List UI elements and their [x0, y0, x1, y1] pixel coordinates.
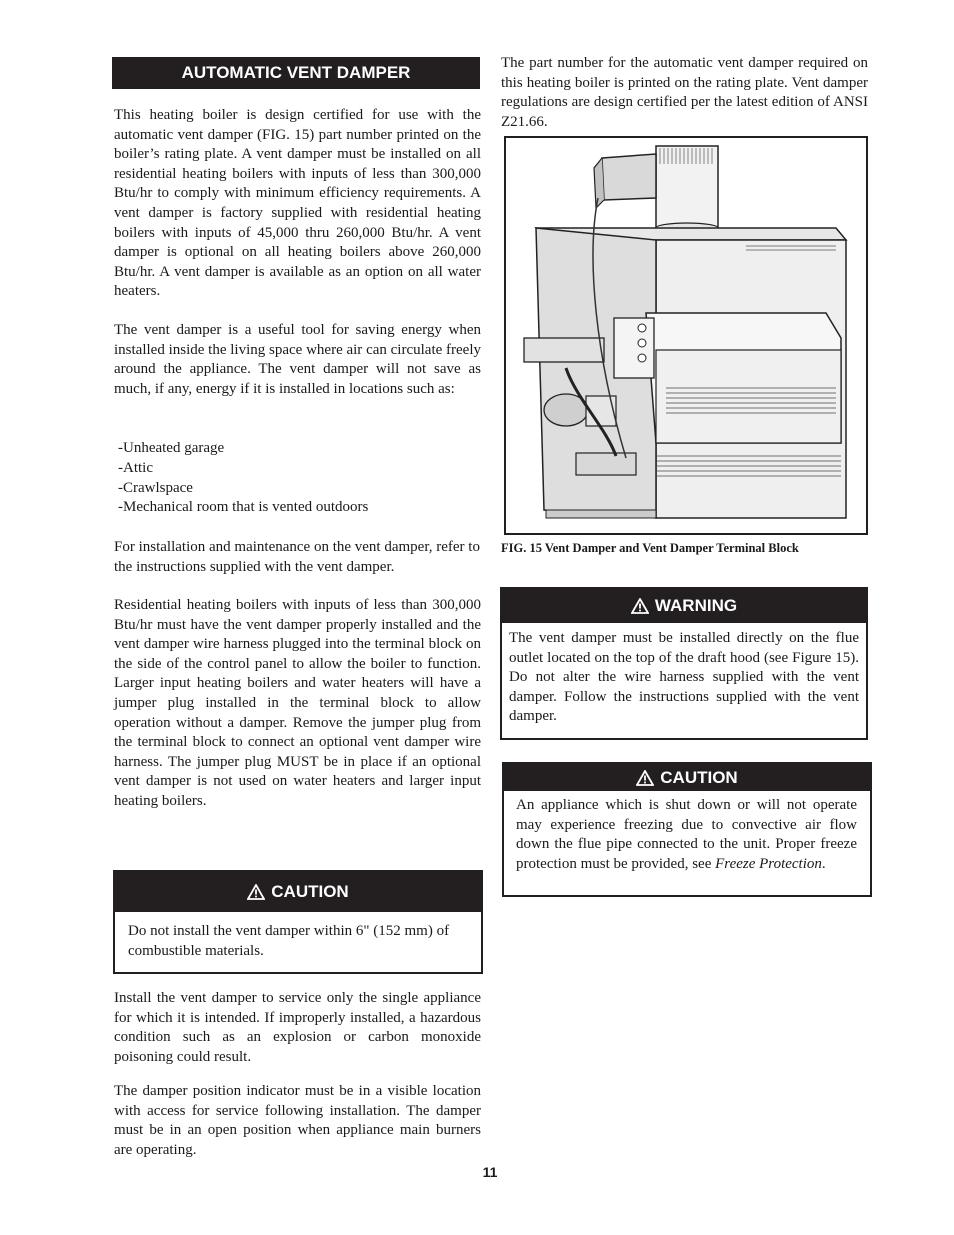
warning-box [500, 587, 868, 740]
part-number-paragraph: The part number for the automatic vent damper required on this heating boiler is printed on the rating plate. Vent damper regulations are design certified per the latest edition of ANSI Z21.66. [501, 55, 868, 130]
warning-text: The vent damper must be installed directly on the flue outlet located on the top of the draft hood (see Figure 15). Do not alter the wire harness supplied with the vent damper. Follow the instructions supplied with the vent damper. [509, 630, 859, 725]
caution-title: CAUTION [271, 882, 349, 901]
freeze-protection-reference: Freeze Protection [715, 855, 822, 872]
page-number: 11 [482, 1164, 498, 1180]
caution-text-end: . [821, 855, 826, 872]
boiler-with-vent-damper-icon [506, 138, 866, 533]
caution-title: CAUTION [660, 767, 738, 787]
section-title: AUTOMATIC VENT DAMPER [112, 57, 480, 89]
list-item: -Crawlspace [118, 479, 193, 496]
list-item: -Mechanical room that is vented outdoors [118, 499, 369, 516]
list-item: -Attic [118, 459, 153, 476]
list-item: -Unheated garage [118, 440, 225, 456]
warning-triangle-icon [247, 884, 265, 900]
residential-paragraph: Residential heating boilers with inputs of less than 300,000 Btu/hr must have the vent damper properly installed and the vent damper wire harness plugged into the terminal block on the side of the control panel to allow the boiler to function. Larger input heating boilers and water heaters will have a jumper plug installed in the terminal block to allow operation without a damper. Remove the jumper plug from the terminal block to connect an optional vent damper wire harness. The jumper plug MUST be in place if an optional vent damper is not used on water heaters and larger input heating boilers. [114, 597, 481, 809]
caution-header [115, 872, 481, 912]
energy-paragraph: The vent damper is a useful tool for saving energy when installed inside the living space where air can circulate freely around the appliance. The vent damper will not save as much, if any, energy if it is installed in locations such as: [114, 322, 481, 397]
position-indicator-paragraph: The damper position indicator must be in a visible location with access for service following installation. The damper must be in an open position when appliance main burners are operating. [114, 1083, 481, 1158]
maintenance-paragraph: For installation and maintenance on the vent damper, refer to the instructions supplied with the vent damper. [114, 539, 480, 575]
warning-triangle-icon [636, 770, 654, 786]
figure-caption: FIG. 15 Vent Damper and Vent Damper Terminal Block [501, 541, 799, 555]
caution-box-right [502, 762, 872, 897]
warning-triangle-icon [631, 598, 649, 614]
caution-text: Do not install the vent damper within 6" (152 mm) of combustible materials. [128, 923, 450, 959]
warning-header [502, 589, 866, 623]
location-list [118, 439, 478, 518]
caution-text [504, 791, 870, 874]
caution-box-left [113, 870, 483, 974]
warning-title: WARNING [654, 596, 738, 615]
caution-header [504, 764, 870, 791]
caution-text-main: An appliance which is shut down or will not operate may experience freezing due to convective air flow down the flue pipe connected to the unit. Proper freeze protection must be provided, see [516, 797, 857, 872]
intro-paragraph: This heating boiler is design certified for use with the automatic vent damper (FIG. 15) part number printed on the boiler’s rating plate. A vent damper must be installed on all residential heating boilers with inputs of less than 300,000 Btu/hr to comply with minimum efficiency requirements. A vent damper is factory supplied with residential heating boilers with inputs of 45,000 thru 260,000 Btu/hr. A vent damper is optional on all heating boilers above 260,000 Btu/hr. A vent damper is available as an option on all water heaters. [114, 107, 481, 300]
single-appliance-paragraph: Install the vent damper to service only the single appliance for which it is intended. If improperly installed, a hazardous condition such as an explosion or carbon monoxide poisoning could result. [114, 990, 481, 1065]
figure-15 [504, 136, 868, 535]
